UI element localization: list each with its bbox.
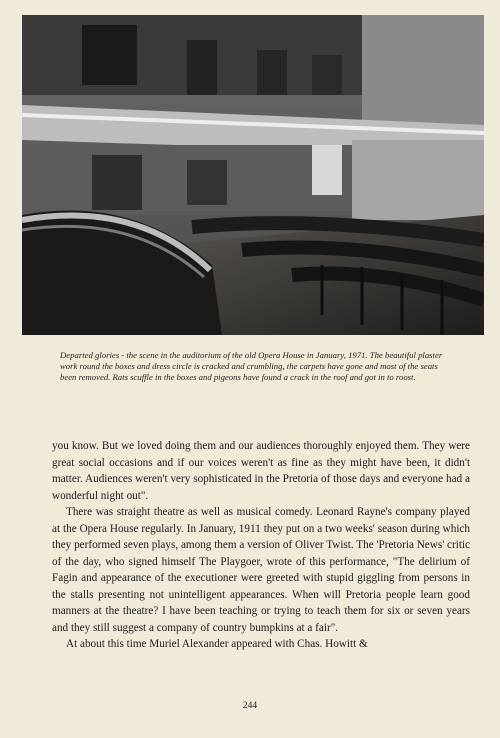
opera-house-photo	[22, 15, 484, 335]
paragraph: you know. But we loved doing them and our audiences thoroughly enjoyed them. They were great social occasions and if our voices weren't as fine as they might have been, it didn't matter. Audiences weren't very sophisticated in the Pretoria of those days and everyone had a wonderful night out".	[52, 440, 470, 502]
paragraph: At about this time Muriel Alexander appeared with Chas. Howitt &	[66, 638, 368, 650]
body-text	[52, 438, 470, 653]
page-number: 244	[242, 701, 258, 711]
photo-caption: Departed glories - the scene in the auditorium of the old Opera House in January, 1971. The beautiful plaster work round the boxes and dress circle is cracked and crumbling, the carpets have gone and most of the seats been removed. Rats scuffle in the boxes and pigeons have found a crack in the roof and got in to roost.	[60, 350, 443, 383]
auditorium-photo-drawing	[22, 15, 484, 335]
paragraph: There was straight theatre as well as musical comedy. Leonard Rayne's company played at the Opera House regularly. In January, 1911 they put on a two weeks' season during which they performed seven plays, among them a version of Oliver Twist. The 'Pretoria News' critic of the day, who signed himself The Playgoer, wrote of this performance, "The delirium of Fagin and appearance of the executioner were greeted with stupid giggling from persons in the stalls presenting not unintelligent appearances. When will Pretoria people learn good manners at the theatre? I have been teaching or trying to teach them for six or seven years and they still suggest a company of country bumpkins at a fair".	[52, 506, 470, 634]
